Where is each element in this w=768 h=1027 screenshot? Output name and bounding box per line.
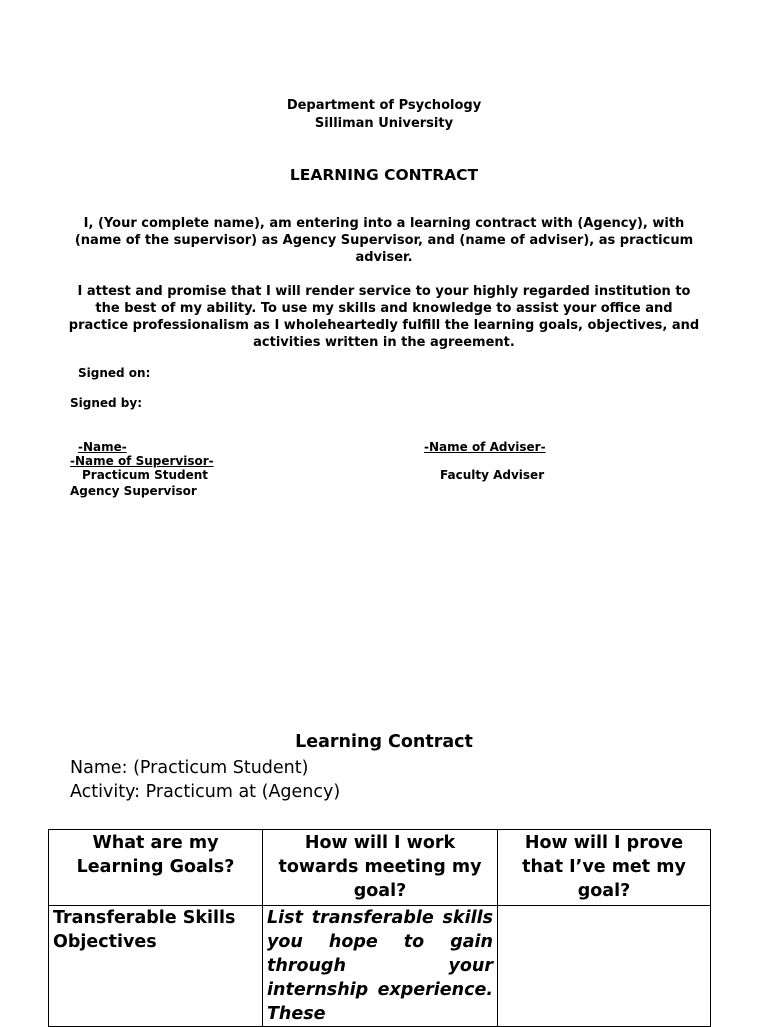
learning-goals-table	[48, 829, 711, 1027]
supervisor-name-placeholder: -Name of Supervisor-	[70, 454, 214, 468]
column-header-proof: How will I prove that I’ve met my goal?	[498, 830, 711, 906]
learning-contract-heading: Learning Contract	[295, 732, 473, 752]
activity-line: Activity: Practicum at (Agency)	[70, 782, 341, 802]
proof-cell	[498, 906, 711, 1027]
supervisor-role: Agency Supervisor	[70, 484, 197, 498]
contract-intro-paragraph: I, (Your complete name), am entering into a learning contract with (Agency), with (name of the supervisor) as Agency Supervisor, and (name of adviser), as practicum adviser.	[74, 216, 694, 265]
attestation-paragraph: I attest and promise that I will render service to your highly regarded institution to the best of my ability. To use my skills and knowledge to assist your office and practice professionalism as I wholeheartedly fulfill the learning goals, objectives, and activities written in the agreement.	[68, 284, 700, 350]
student-role: Practicum Student	[82, 468, 209, 482]
signed-by-label: Signed by:	[70, 396, 143, 410]
table-row	[49, 906, 711, 1027]
contract-title: LEARNING CONTRACT	[289, 166, 479, 184]
column-header-goals: What are my Learning Goals?	[49, 830, 263, 906]
column-header-method: How will I work towards meeting my goal?	[263, 830, 498, 906]
university-name: Silliman University	[314, 116, 454, 131]
student-name-placeholder: -Name-	[78, 440, 127, 454]
name-line: Name: (Practicum Student)	[70, 758, 309, 778]
adviser-role: Faculty Adviser	[440, 468, 545, 482]
adviser-name-placeholder: -Name of Adviser-	[424, 440, 546, 454]
method-cell: List transferable skills you hope to gain through your internship experience. These	[263, 906, 498, 1027]
department-name: Department of Psychology	[286, 98, 482, 113]
table-header-row	[49, 830, 711, 906]
goal-cell: Transferable Skills Objectives	[49, 906, 263, 1027]
signed-on-label: Signed on:	[78, 366, 151, 380]
